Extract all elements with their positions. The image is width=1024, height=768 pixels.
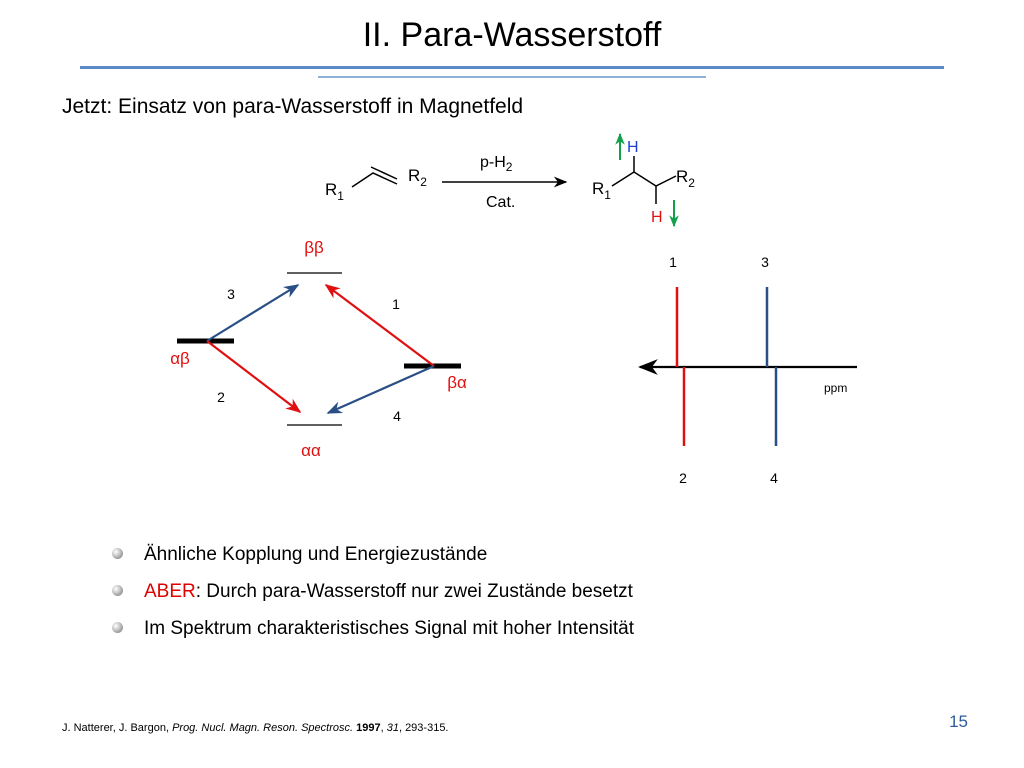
state-ab-label: αβ [170, 349, 190, 368]
reference-journal: Prog. Nucl. Magn. Reson. Spectrosc. [172, 722, 354, 734]
bullet-item [112, 577, 634, 614]
transition-2-label: 2 [217, 389, 225, 405]
transition-4-arrow [328, 366, 434, 413]
signal-4-label: 4 [770, 470, 778, 486]
bullet-text: Im Spektrum charakteristisches Signal mit hoher Intensität [144, 618, 634, 639]
energy-level-diagram [170, 238, 467, 460]
bullet-sphere-icon [112, 548, 123, 559]
reference-year: 1997 [356, 722, 381, 734]
spectrum-axis-label: ppm [824, 381, 848, 395]
reference-pages: , 293-315. [398, 722, 449, 734]
state-aa-label: αα [301, 441, 321, 460]
signal-3-label: 3 [761, 254, 769, 270]
bullet-text: Ähnliche Kopplung und Energiezustände [144, 544, 488, 565]
bullet-text: : Durch para-Wasserstoff nur zwei Zustände besetzt [195, 581, 633, 602]
bullet-emphasis: ABER [144, 581, 196, 602]
reagent-label: $p-H_2$ [480, 154, 513, 174]
reactant-alkene [325, 166, 427, 203]
transition-3-label: 3 [227, 286, 235, 302]
reactant-r1-label: $R_1$ [325, 180, 344, 203]
product-r1-label: $R_1$ [592, 179, 611, 202]
signal-2-label: 2 [679, 470, 687, 486]
bullet-item [112, 540, 634, 577]
product-r2-label: $R_2$ [676, 167, 695, 190]
state-ba-label: βα [447, 373, 467, 392]
bullet-sphere-icon [112, 622, 123, 633]
hydrogen-bottom-label: H [651, 209, 663, 226]
reference-authors: J. Natterer, J. Bargon, [62, 722, 173, 734]
transition-1-label: 1 [392, 296, 400, 312]
spectrum-plot [640, 254, 857, 486]
catalyst-label: Cat. [486, 194, 516, 211]
page-number: 15 [949, 712, 968, 731]
hydrogen-top-label: H [627, 139, 639, 156]
product-alkane [592, 134, 695, 226]
reaction-scheme [325, 134, 695, 226]
reactant-r2-label: $R_2$ [408, 166, 427, 189]
bullet-sphere-icon [112, 585, 123, 596]
transition-1-arrow [326, 285, 434, 366]
bullet-list [112, 540, 634, 651]
signal-1-label: 1 [669, 254, 677, 270]
literature-reference: J. Natterer, J. Bargon, Prog. Nucl. Magn. Reson. Spectrosc. 1997, 31, 293-315. [62, 722, 449, 734]
reference-volume: 31 [386, 722, 399, 734]
transition-3-arrow [207, 285, 298, 341]
state-bb-label: ββ [304, 238, 324, 257]
slide-subtitle: Jetzt: Einsatz von para-Wasserstoff in Magnetfeld [62, 95, 524, 118]
bullet-item [112, 614, 634, 651]
transition-4-label: 4 [393, 408, 401, 424]
slide-title: II. Para-Wasserstoff [362, 16, 662, 54]
